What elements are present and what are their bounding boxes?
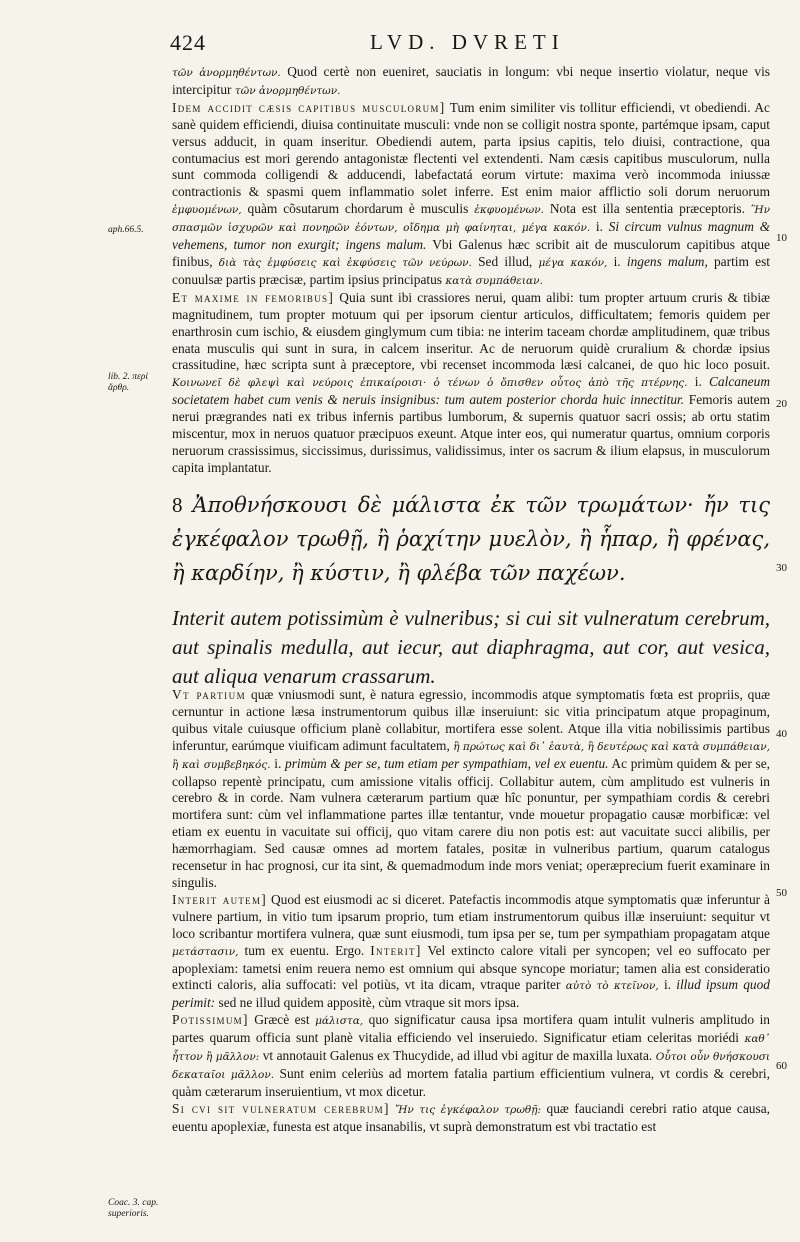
running-title: LVD. DVRETI — [370, 30, 565, 54]
margin-note-lib: lib. 2. περὶ ἄρθρ. — [108, 372, 148, 393]
line-marker-60: 60 — [776, 1060, 787, 1072]
lemma: Potissimum] — [172, 1012, 249, 1028]
lemma: Si cvi sit vulneratum cerebrum] — [172, 1100, 390, 1116]
lemma: Interit autem] — [172, 891, 268, 907]
line-marker-40: 40 — [776, 728, 787, 740]
paragraph: Potissimum] Græcè est μάλιστα, quo significatur causa ipsa mortifera quam intulit vulneris amplitudo in partes quarum officia sunt planè vitalia efficiendo vel inseruiedo. Significatur etiam celeritas moriédi καθ᾽ ἧττον ἢ μᾶλλον: vt annotauit Galenus ex Thucydide, ad illud vbi agitur de maxilla luxata. Οὗτοι οὖν θνήσκουσι δεκαταῖοι μᾶλλον. Sunt enim celeriùs ad mortem fatalia partium efficientium vulnera, vt cordis & cerebri, quàm cæterarum inseruientium, vt mox dicetur. — [172, 1012, 770, 1099]
line-marker-30: 30 — [776, 562, 787, 574]
paragraph: Et maxime in femoribus] Quia sunt ibi crassiores nerui, quam alibi: tum propter artuum cruris & tibiæ magnitudinem, tum propter motuum qui per ipsorum cientur articulos, difficultatem; femoris quidem per enarthrosin cum ischio, & eiusdem ginglymum cum tibia: ne interim taceam chordæ amplitudinem, quæ tribus enata musculis qui sunt in sura, in calcem inseritur. Ac de neruorum quidè cruralium & chordæ ipsius crassitudine, hæc scripta sunt à præceptore, vbi recenset incommoda læsi calcanei, de quo hic loco posuit. Κοινωνεῖ δὲ φλεψὶ καὶ νεύροις ἐπικαίροισι· ὁ τένων ὁ ὄπισθεν οὗτος ἀπὸ τῆς πτέρνης. i. Calcaneum societatem habet cum venis & neruis insignibus: tum autem posterior chorda huic innectitur. Femoris autem nerui prægrandes nati ex tribus infernis partibus lumborum, & supernis quatuor sacri ossis; ab ortu statim miscentur, mox in neruos quatuor præcipuos exeunt. Atque inter eos, qui numeratur quartus, omnium corporis neruorum crassissimus, siccissimus, durissimus, validissimus, inter os sacrum & ilium elapsus, in musculorum capita implantatur. — [172, 289, 770, 475]
paragraph: Vt partium quæ vniusmodi sunt, è natura egressio, incommodis atque symptomatis fœta est propriis, quæ cernuntur in actione læsa instrumentorum quibus illæ inseruiunt: sic vitia principatum atque propaginum, quibus vitale cuiusque officium planè collabitur, mortifera esse solent. Atque illa vitia nobilissimis partibus inferuntur, earúmque viuificam adimunt facultatem, ἢ πρώτως καὶ δι᾽ ἑαυτὰ, ἢ δευτέρως καὶ κατὰ συμπάθειαν, ἢ καὶ συμβεβηκός. i. primùm & per se, tum etiam per sympathiam, vel ex euentu. Ac primùm quidem & per se, collapso repentè principatu, cum amissione vitalis officij. Collabitur autem, cùm amplitudo est vulneris in cerebro & in corde. Nam vulnera cæterarum partium quæ hîc ponuntur, per sympathiam cordis & cerebri mortifera sunt: cùm vel inflammatione partes illæ tentantur, vnde mouetur propagatio causæ morbificæ: vel etiam ex euentu in vacuitate sui officij, quo vitam carere diu non potis est: aut vacuitate succi alibilis, per hæmorrhagiam. Sed causæ omnes ad mortem fatales, positæ in vulneribus partium, quarum catalogus recensetur in hac prognosi, cur ita sint, & quemadmodum inde mors veniat; operæprecium fuerit examinare in singulis. — [172, 687, 770, 890]
aphorism-greek: 8 Ἀποθνήσκουσι δὲ μάλιστα ἐκ τῶν τρωμάτων· ἤν τις ἐγκέφαλον τρωθῇ, ἢ ῥαχίτην μυελὸν, ἢ ἧπαρ, ἢ φρένας, ἢ καρδίην, ἢ κύστιν, ἢ φλέβα τῶν παχέων. — [172, 493, 770, 585]
commentary-block-2 — [172, 687, 770, 1136]
margin-note-aph: aph.66.5. — [108, 225, 144, 235]
aphorism-number: 8 — [172, 493, 183, 517]
paragraph: τῶν ἀνορμηθέντων. Quod certè non eueniret, sauciatis in longum: vbi neque insertio violatur, neque vis intercipitur τῶν ἀνορμηθέντων. — [172, 64, 771, 97]
page-number: 424 — [170, 30, 206, 55]
commentary-block-1 — [172, 64, 770, 477]
lemma: Et maxime in femoribus] — [172, 289, 335, 305]
aphorism-block — [172, 488, 770, 691]
aphorism-latin: Interit autem potissimùm è vulneribus; si cui sit vulneratum cerebrum, aut spinalis medulla, aut iecur, aut diaphragma, aut cor, aut vesica, aut aliqua venarum crassarum. — [172, 606, 770, 688]
line-marker-20: 20 — [776, 398, 787, 410]
lemma: Vt partium — [172, 687, 247, 702]
paragraph: Idem accidit cæsis capitibus musculorum] Tum enim similiter vis tollitur efficiendi, vt obediendi. Ac sanè quidem efficiendi, diuisa continuitate musculi: vnde non se colligit nostra sponte, partémque ipsam, caput versus adducit, in quam inseritur. Obediendi autem, parta ipsius capitis, telo diuisi, contractione, qua contumacius est mori gerendo antagonistæ flectenti vel extendenti. Nam cæsis capitibus musculorum, nulla sunt commoda colligendi & adducendi, labefactatá eorum virtute: maxima verò incommoda iniussæ contractionis & spasmi quem inflammatio solet inferre. Est enim maior afflictio soli dorum neruorum ἐμφυομένων, quàm cõsutarum chordarum è musculis ἐκφυομένων. Nota est illa sententia præceptoris. Ἢν σπασμῶν ἰσχυρῶν καὶ πονηρῶν ἐόντων, οἴδημα μὴ φαίνηται, μέγα κακόν. i. Si circum vulnus magnum & vehemens, tumor non exurgit; ingens malum. Vbi Galenus hæc scribit ait de musculorum capitibus atque finibus, διὰ τὰς ἐμφύσεις καὶ ἐκφύσεις τῶν νεύρων. Sed illud, μέγα κακόν, i. ingens malum, partim est conuulsæ partis præcisæ, partim ipsius principatus κατὰ συμπάθειαν. — [172, 99, 771, 287]
margin-note-coac: Coac. 3. cap. superioris. — [108, 1198, 159, 1219]
running-head — [170, 30, 770, 60]
paragraph: Interit autem] Quod est eiusmodi ac si diceret. Patefactis incommodis atque symptomatis quæ inferuntur à vulnere partium, in vitio tum ipsarum proprio, tum etiam instrumentorum quibus illæ inseruiunt: sequitur vt loco scribantur mortifera vulnera, quæ sunt eiusmodi, tum ipsa per se, tum per sympathiam propagatam atque μετάστασιν, tum ex euentu. Ergo. Interit] Vel extincto calore vitali per syncopen; vel eo suffocato per apoplexiam: tametsi enim reuera nemo est omnium qui absque syncope moriatur; tamen alia est consideratio extincti caloris, alia suffocati: vel potiùs, vt ita dicam, vtraque pariter αὐτὸ τὸ κτεῖνον, i. illud ipsum quod perimit: sed ne illud quidem appositè, cùm vtraque sit mors ipsa. — [172, 891, 771, 1011]
line-marker-10: 10 — [776, 232, 787, 244]
paragraph: Si cvi sit vulneratum cerebrum] Ἤν τις ἐγκέφαλον τρωθῇ: quæ fauciandi cerebri ratio atque causa, euentu apoplexiæ, funesta est atque insanabilis, vt suprà demonstratum est vbi tractatio est — [172, 1100, 770, 1134]
lemma: Interit] — [370, 942, 422, 958]
lemma: Idem accidit cæsis capitibus musculorum] — [172, 99, 446, 115]
line-marker-50: 50 — [776, 887, 787, 899]
